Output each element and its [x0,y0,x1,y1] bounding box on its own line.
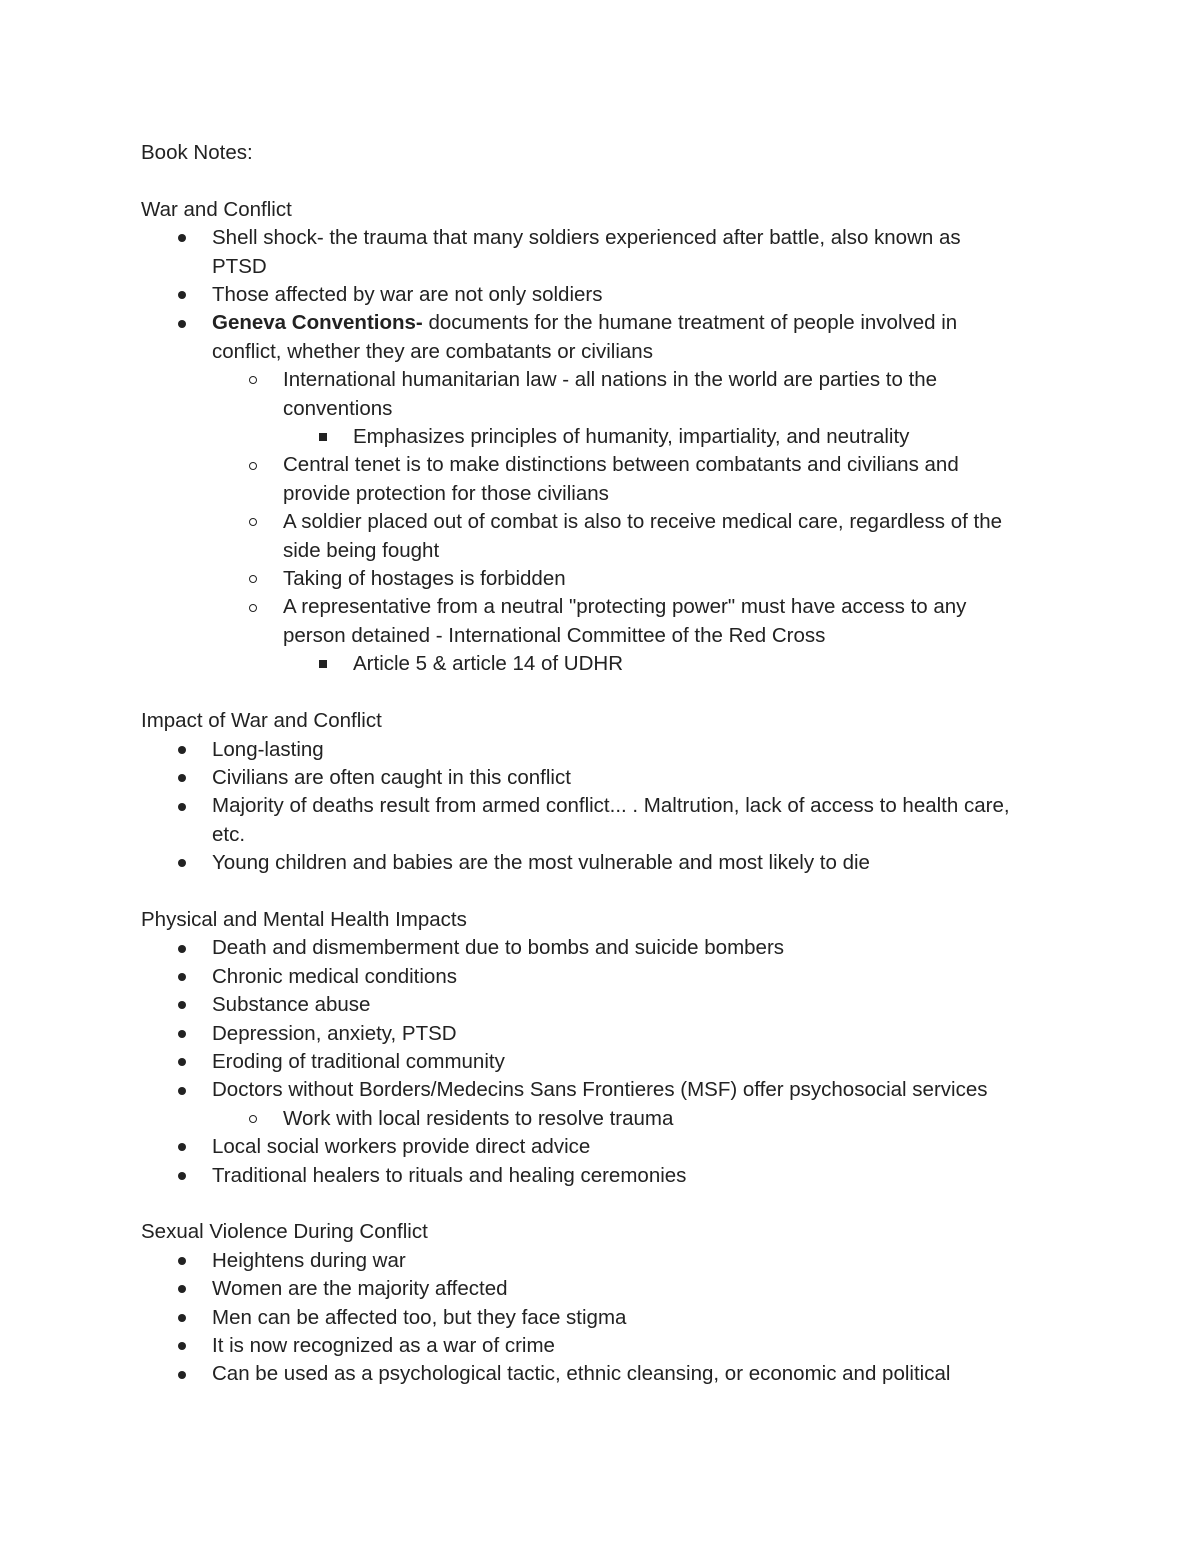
document-page [141,139,1061,1389]
spacer [141,878,1061,906]
bullet-icon [175,1304,189,1332]
bullet-icon [175,764,189,792]
bullet-icon [175,1020,189,1048]
list-item: Taking of hostages is forbidden [141,565,1061,593]
section-heading: Physical and Mental Health Impacts [141,907,467,931]
section-heading: War and Conflict [141,197,292,221]
circle-bullet-icon [246,565,260,593]
list-item: Death and dismemberment due to bombs and suicide bombers [141,934,1061,962]
list-item: Shell shock- the trauma that many soldiers experienced after battle, also known as PTSD [141,224,1061,281]
list-item: Doctors without Borders/Medecins Sans Frontieres (MSF) offer psychosocial services [141,1076,1061,1104]
list-item: Depression, anxiety, PTSD [141,1020,1061,1048]
list-item: Traditional healers to rituals and healing ceremonies [141,1162,1061,1190]
list-item: A soldier placed out of combat is also to receive medical care, regardless of the side being fought [141,508,1061,565]
spacer [141,679,1061,707]
section-heading: Sexual Violence During Conflict [141,1220,428,1244]
circle-bullet-icon [246,366,260,394]
list-item: Majority of deaths result from armed conflict... . Maltrution, lack of access to health care, etc. [141,792,1061,849]
bullet-icon [175,1275,189,1303]
bullet-list [141,224,1061,679]
bullet-icon [175,963,189,991]
bullet-list [141,736,1061,878]
bullet-icon [175,736,189,764]
list-item: Eroding of traditional community [141,1048,1061,1076]
bold-term: Geneva Conventions- [212,311,423,335]
list-item: Substance abuse [141,991,1061,1019]
bullet-icon [175,1162,189,1190]
list-item: Local social workers provide direct advice [141,1133,1061,1161]
bullet-icon [175,309,189,337]
bullet-icon [175,1332,189,1360]
list-item: Chronic medical conditions [141,963,1061,991]
list-item: Those affected by war are not only soldiers [141,281,1061,309]
list-item: Young children and babies are the most vulnerable and most likely to die [141,849,1061,877]
bullet-icon [175,1048,189,1076]
list-item: Long-lasting [141,736,1061,764]
list-item: Work with local residents to resolve trauma [141,1105,1061,1133]
bullet-icon [175,1360,189,1388]
circle-bullet-icon [246,451,260,479]
list-item: Women are the majority affected [141,1275,1061,1303]
spacer [141,1190,1061,1218]
list-item: Heightens during war [141,1247,1061,1275]
square-bullet-icon [316,423,330,451]
bullet-icon [175,991,189,1019]
circle-bullet-icon [246,1105,260,1133]
bullet-icon [175,792,189,820]
bullet-icon [175,849,189,877]
document-title: Book Notes: [141,141,253,164]
list-item: Men can be affected too, but they face stigma [141,1304,1061,1332]
list-item: Civilians are often caught in this conflict [141,764,1061,792]
bullet-icon [175,281,189,309]
list-item: Geneva Conventions- documents for the humane treatment of people involved in conflict, whether they are combatants or civilians [141,309,1061,366]
bullet-list [141,934,1061,1190]
list-item: A representative from a neutral "protecting power" must have access to any person detained - International Committee of the Red Cross [141,593,1061,650]
list-item: Central tenet is to make distinctions between combatants and civilians and provide protection for those civilians [141,451,1061,508]
bullet-list [141,1247,1061,1389]
circle-bullet-icon [246,508,260,536]
circle-bullet-icon [246,593,260,621]
list-item: International humanitarian law - all nations in the world are parties to the conventions [141,366,1061,423]
section-heading: Impact of War and Conflict [141,709,382,733]
bullet-icon [175,1076,189,1104]
spacer [141,167,1061,195]
square-bullet-icon [316,650,330,678]
list-item: It is now recognized as a war of crime [141,1332,1061,1360]
list-item: Article 5 & article 14 of UDHR [141,650,1061,678]
bullet-icon [175,1247,189,1275]
bullet-icon [175,1133,189,1161]
list-item: Emphasizes principles of humanity, impartiality, and neutrality [141,423,1061,451]
list-item: Can be used as a psychological tactic, ethnic cleansing, or economic and political [141,1360,1061,1388]
bullet-icon [175,224,189,252]
bullet-icon [175,934,189,962]
